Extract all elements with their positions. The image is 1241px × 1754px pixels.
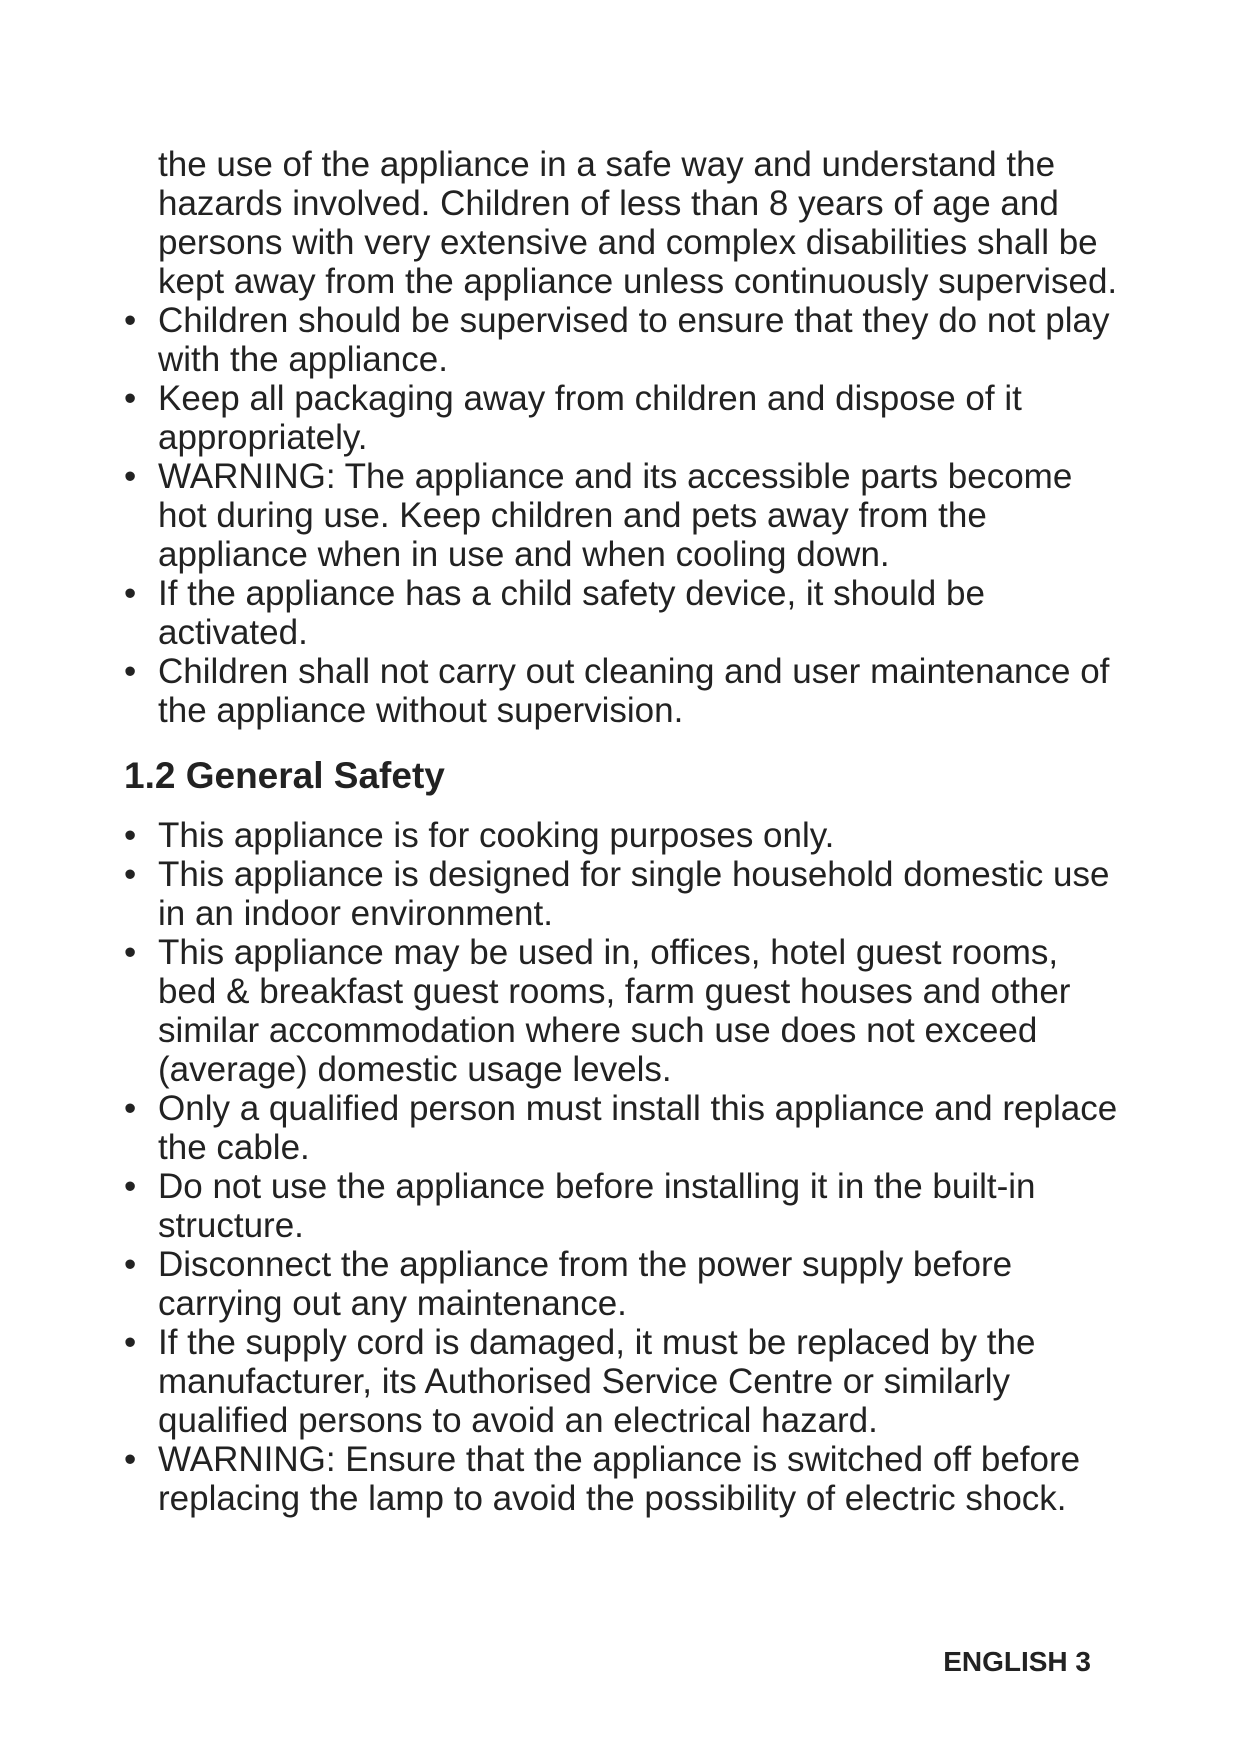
list-item-text: If the supply cord is damaged, it must be replaced by the manufacturer, its Authorised Service Centre or similarly qualified persons to avoid an electrical hazard. (158, 1323, 1036, 1440)
bullet-glyph: • (124, 1245, 137, 1284)
list-item (124, 816, 1124, 855)
list-item-text: Do not use the appliance before installing it in the built-in structure. (158, 1167, 1036, 1245)
bullet-glyph: • (124, 1089, 137, 1128)
list-item-text: Children shall not carry out cleaning and user maintenance of the appliance without supervision. (158, 652, 1110, 730)
general-safety-list (124, 816, 1124, 1518)
bullet-glyph: • (124, 933, 137, 972)
list-item-text: If the appliance has a child safety device, it should be activated. (158, 574, 985, 652)
list-item (124, 301, 1124, 379)
list-item (124, 574, 1124, 652)
list-item (124, 457, 1124, 574)
page-content (124, 145, 1124, 1518)
list-item (124, 933, 1124, 1089)
bullet-glyph: • (124, 457, 137, 496)
section-heading: 1.2 General Safety (124, 755, 445, 796)
list-item-text: This appliance may be used in, offices, hotel guest rooms, bed & breakfast guest rooms, farm guest houses and other similar accommodation where such use does not exceed (average) domestic usage levels. (158, 933, 1071, 1089)
list-item (124, 855, 1124, 933)
bullet-glyph: • (124, 652, 137, 691)
list-item (124, 1323, 1124, 1440)
list-item (124, 1089, 1124, 1167)
continuation-paragraph: the use of the appliance in a safe way and understand the hazards involved. Children of less than 8 years of age and persons with very extensive and complex disabilities shall be kept away from the appliance unless continuously supervised. (158, 145, 1118, 301)
list-item-text: Only a qualified person must install this appliance and replace the cable. (158, 1089, 1118, 1167)
list-item-text: This appliance is designed for single household domestic use in an indoor environment. (158, 855, 1110, 933)
bullet-glyph: • (124, 1440, 137, 1479)
bullet-glyph: • (124, 301, 137, 340)
list-item (124, 379, 1124, 457)
bullet-glyph: • (124, 1323, 137, 1362)
list-item-text: Disconnect the appliance from the power supply before carrying out any maintenance. (158, 1245, 1013, 1323)
list-item (124, 1167, 1124, 1245)
bullet-glyph: • (124, 1167, 137, 1206)
list-item (124, 652, 1124, 730)
list-item-text: Keep all packaging away from children and dispose of it appropriately. (158, 379, 1022, 457)
list-item-text: This appliance is for cooking purposes only. (158, 816, 835, 855)
children-safety-list (124, 301, 1124, 730)
list-item-text: WARNING: Ensure that the appliance is switched off before replacing the lamp to avoid the possibility of electric shock. (158, 1440, 1081, 1518)
bullet-glyph: • (124, 379, 137, 418)
list-item-text: Children should be supervised to ensure that they do not play with the appliance. (158, 301, 1110, 379)
page-number-label: ENGLISH 3 (943, 1646, 1091, 1677)
bullet-glyph: • (124, 816, 137, 855)
bullet-glyph: • (124, 855, 137, 894)
bullet-glyph: • (124, 574, 137, 613)
list-item (124, 1440, 1124, 1518)
list-item-text: WARNING: The appliance and its accessible parts become hot during use. Keep children and pets away from the appliance when in use and when cooling down. (158, 457, 1073, 574)
list-item (124, 1245, 1124, 1323)
